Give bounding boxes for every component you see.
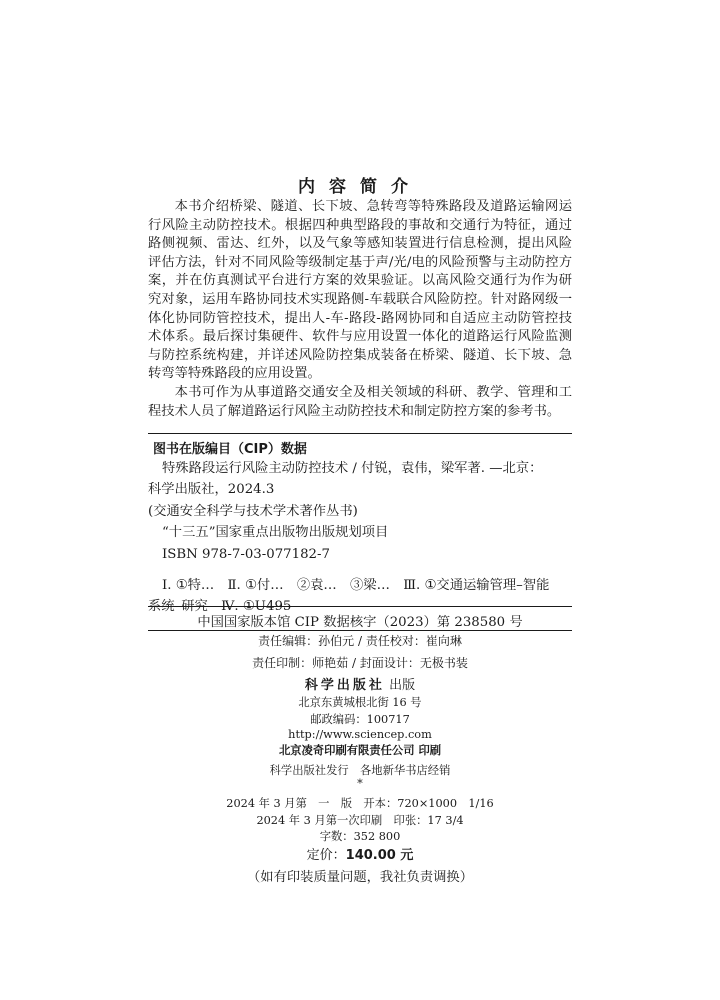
cip-record-number: 中国国家版本馆 CIP 数据核字（2023）第 238580 号: [197, 615, 523, 630]
summary-paragraph: 本书可作为从事道路交通安全及相关领域的科研、教学、管理和工程技术人员了解道路运行风险主动防控技术和制定防控方案的参考书。: [148, 384, 572, 419]
publisher-line: [0, 674, 720, 693]
cip-line: 特殊路段运行风险主动防控技术 / 付锐，袁伟，梁军著. —北京：: [162, 461, 543, 476]
publisher-postcode: 邮政编码：100717: [310, 713, 410, 726]
impression-line: 2024 年 3 月第一次印刷 印张：17 3/4: [256, 814, 464, 827]
word-count: 字数：352 800: [319, 830, 401, 843]
separator-mark: *: [357, 777, 363, 790]
quality-notice: （如有印装质量问题，我社负责调换）: [246, 870, 474, 885]
summary-text: [148, 198, 572, 421]
credit-printing: 责任印制：师艳茹 / 封面设计：无极书装: [252, 656, 468, 670]
price-line: [0, 844, 720, 863]
publisher-website: http://www.sciencep.com: [288, 728, 432, 741]
credit-editors: 责任编辑：孙伯元 / 责任校对：崔向琳: [258, 634, 462, 648]
cip-line: “十三五”国家重点出版物出版规划项目: [162, 525, 389, 541]
publisher-brand-suffix: 出版: [389, 678, 416, 693]
edition-line: 2024 年 3 月第 一 版 开本：720×1000 1/16: [226, 797, 494, 810]
publisher-brand: 科学出版社: [304, 678, 385, 693]
cip-block: [148, 458, 574, 618]
price-value: 140.00 元: [345, 848, 414, 863]
cip-line: (交通安全科学与技术学术著作丛书): [148, 503, 358, 519]
summary-title: 内容简介: [298, 177, 422, 197]
cip-line: ISBN 978-7-03-077182-7: [162, 546, 330, 562]
distribution-line: 科学出版社发行 各地新华书店经销: [269, 764, 451, 777]
cip-line: 科学出版社，2024.3: [148, 482, 275, 498]
cip-class-line: Ⅰ. ①特… Ⅱ. ①付… ②袁… ③梁… Ⅲ. ①交通运输管理–智能: [162, 578, 550, 594]
cip-heading: 图书在版编目（CIP）数据: [153, 442, 307, 457]
printer-name: 北京凌奇印刷有限责任公司 印刷: [278, 743, 442, 757]
cip-bottom-rule: [148, 630, 572, 631]
price-label: 定价：: [306, 848, 346, 863]
publisher-address: 北京东黄城根北街 16 号: [298, 696, 422, 709]
cip-mid-rule: [148, 606, 572, 607]
cip-top-rule: [148, 433, 572, 434]
cip-class-line: 系统–研究 Ⅳ. ①U495: [148, 599, 292, 615]
cip-spacer: [148, 565, 574, 575]
summary-paragraph: 本书介绍桥梁、隧道、长下坡、急转弯等特殊路段及道路运输网运行风险主动防控技术。根据四种典型路段的事故和交通行为特征，通过路侧视频、雷达、红外，以及气象等感知装置进行信息检测，提出风险评估方法，针对不同风险等级制定基于声/光/电的风险预警与主动防控方案，并在仿真测试平台进行方案的效果验证。以高风险交通行为作为研究对象，运用车路协同技术实现路侧-车载联合风险防控。针对路网级一体化协同防管控技术，提出人-车-路段-路网协同和自适应主动防管控技术体系。最后探讨集硬件、软件与应用设置一体化的道路运行风险监测与防控系统构建，并详述风险防控集成装备在桥梁、隧道、长下坡、急转弯等特殊路段的应用设置。: [148, 199, 572, 382]
